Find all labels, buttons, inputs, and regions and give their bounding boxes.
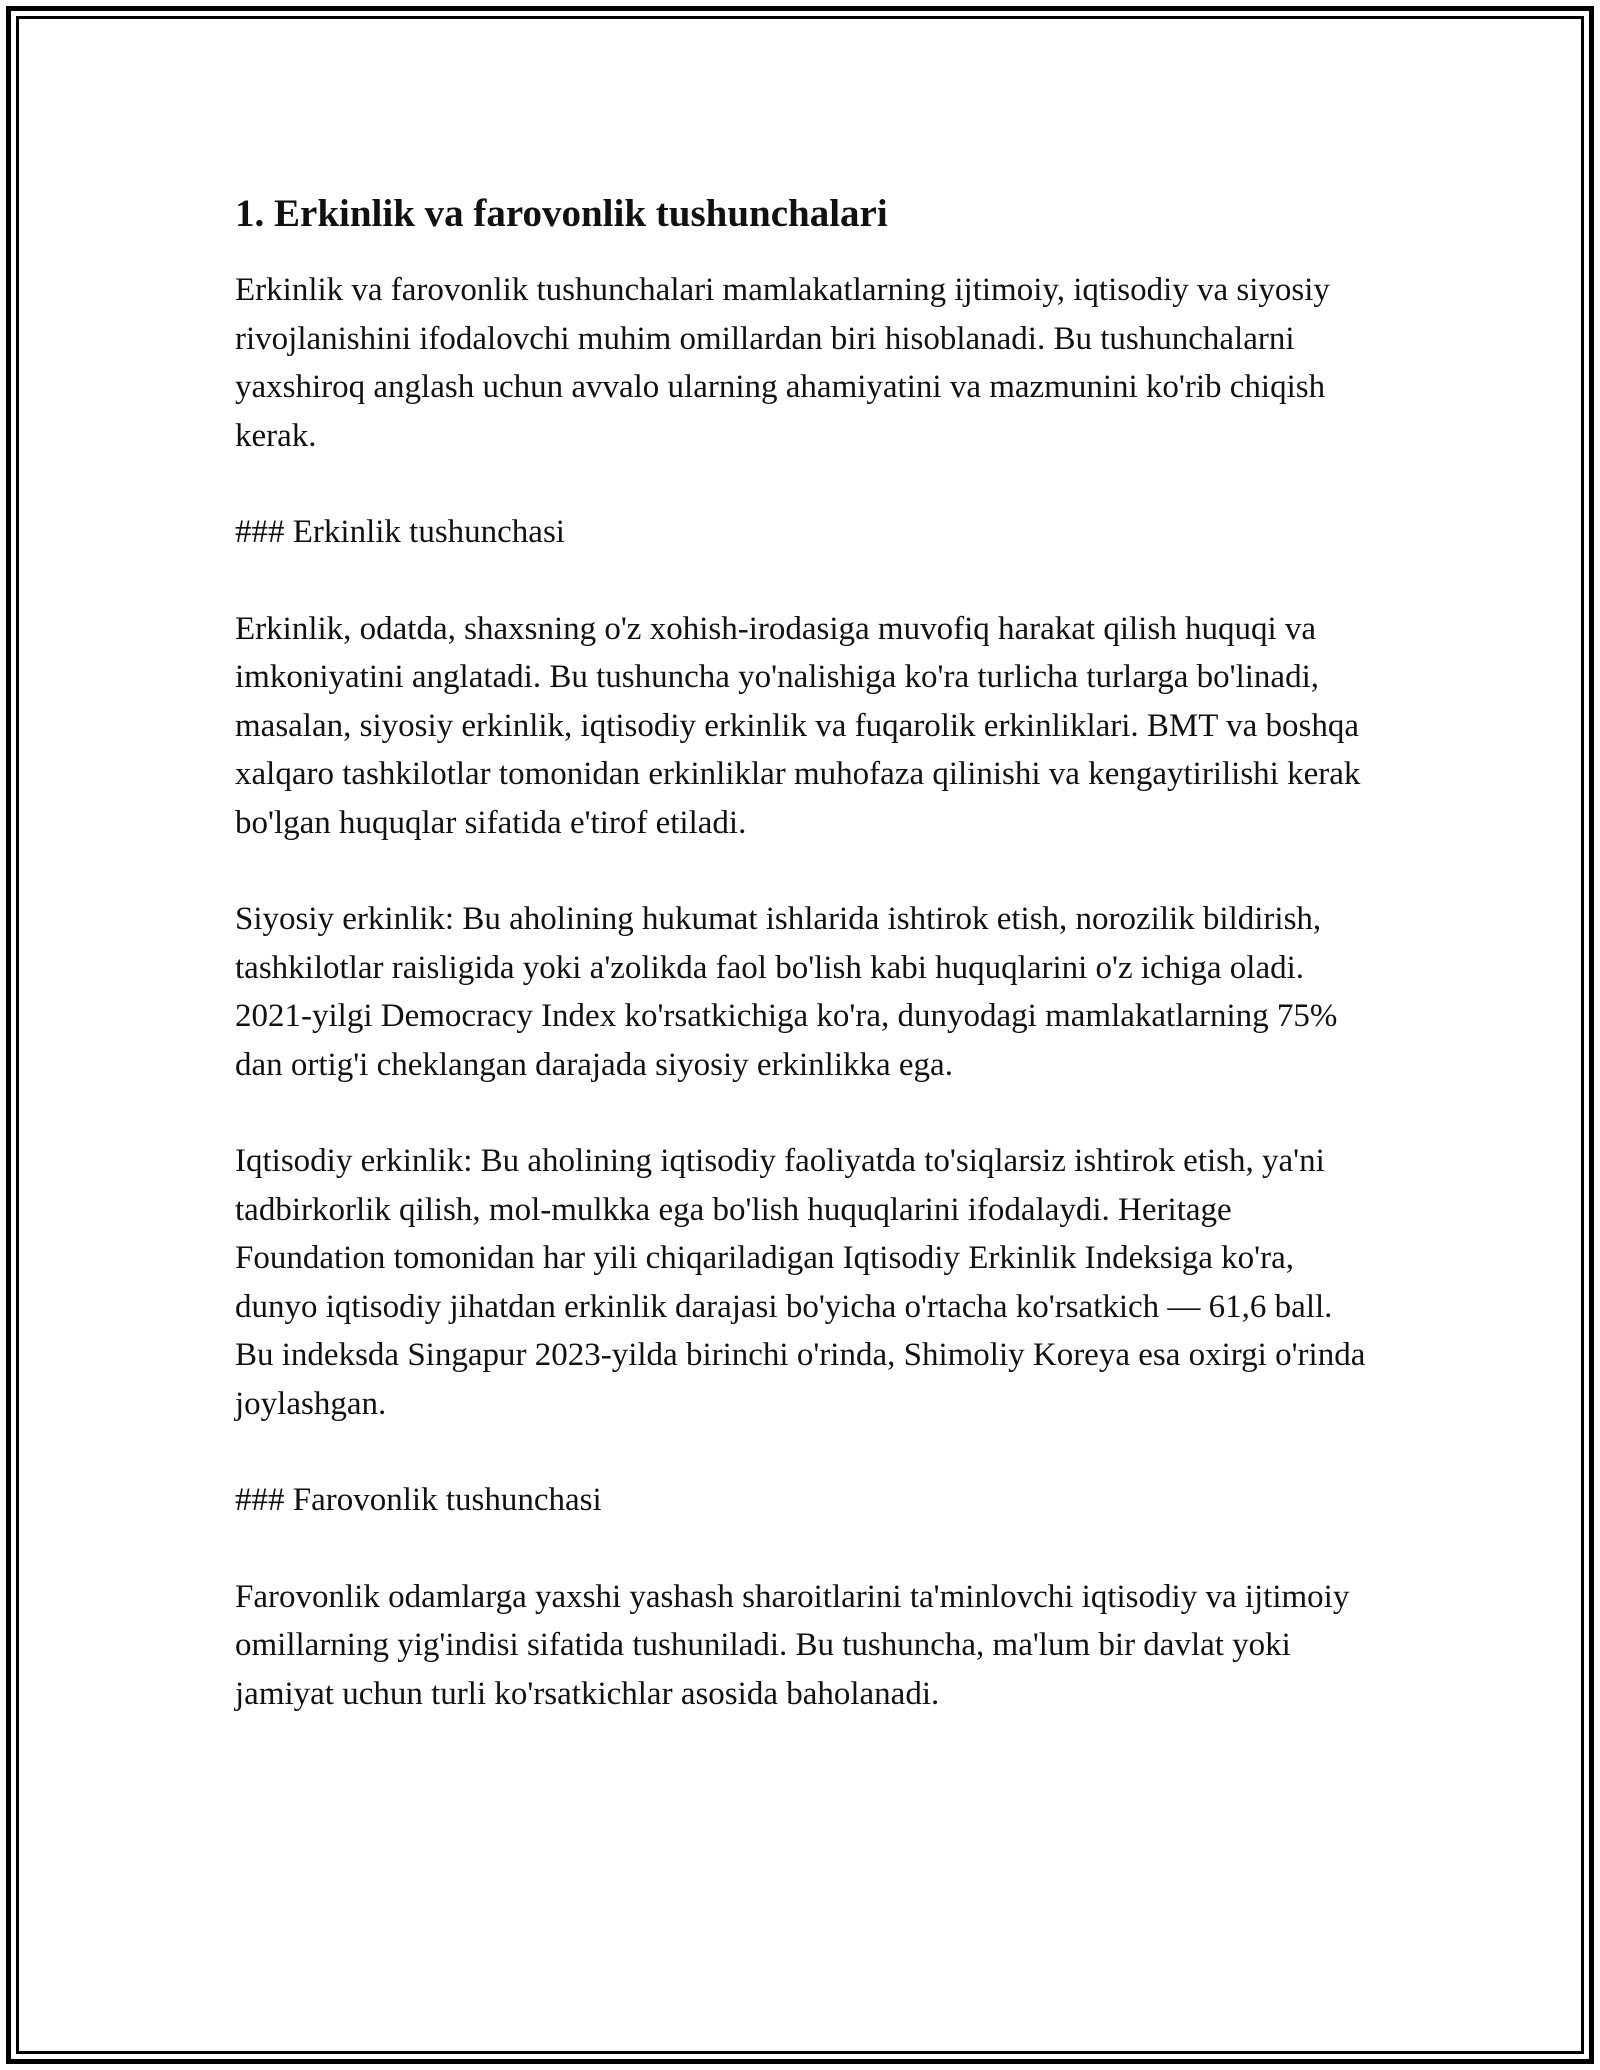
paragraph-farovonlik-definition: Farovonlik odamlarga yaxshi yashash sharoitlarini ta'minlovchi iqtisodiy va ijtimoiy omillarning yig'indisi sifatida tushuniladi. Bu tushuncha, ma'lum bir davlat yoki jamiyat uchun turli ko'rsatkichlar asosida baholanadi. [235,1578,1350,1712]
subheading-farovonlik: ### Farovonlik tushunchasi [235,1482,602,1518]
paragraph-iqtisodiy-erkinlik: Iqtisodiy erkinlik: Bu aholining iqtisodiy faoliyatda to'siqlarsiz ishtirok etish, ya'ni tadbirkorlik qilish, mol-mulkka ega bo'lish huquqlarini ifodalaydi. Heritage Foundation tomonidan har yili chiqariladigan Iqtisodiy Erkinlik Indeksiga ko'ra, dunyo iqtisodiy jihatdan erkinlik darajasi bo'yicha o'rtacha ko'rsatkich — 61,6 ball. Bu indeksda Singapur 2023-yilda birinchi o'rinda, Shimoliy Koreya esa oxirgi o'rinda joylashgan. [235,1143,1366,1422]
paragraph-erkinlik-definition: Erkinlik, odatda, shaxsning o'z xohish-irodasiga muvofiq harakat qilish huquqi va imkoniyatini anglatadi. Bu tushuncha yo'nalishiga ko'ra turlicha turlarga bo'linadi, masalan, siyosiy erkinlik, iqtisodiy erkinlik va fuqarolik erkinliklari. BMT va boshqa xalqaro tashkilotlar tomonidan erkinliklar muhofaza qilinishi va kengaytirilishi kerak bo'lgan huquqlar sifatida e'tirof etiladi. [235,610,1361,841]
paragraph-siyosiy-erkinlik: Siyosiy erkinlik: Bu aholining hukumat ishlarida ishtirok etish, norozilik bildirish, tashkilotlar raisligida yoki a'zolikda faol bo'lish kabi huquqlarini o'z ichiga oladi. 2021-yilgi Democracy Index ko'rsatkichiga ko'ra, dunyodagi mamlakatlarning 75% dan ortig'i cheklangan darajada siyosiy erkinlikka ega. [235,901,1338,1083]
document-body [235,188,1375,1766]
section-title: 1. Erkinlik va farovonlik tushunchalari [235,192,888,235]
paragraph-intro: Erkinlik va farovonlik tushunchalari mamlakatlarning ijtimoiy, iqtisodiy va siyosiy rivojlanishini ifodalovchi muhim omillardan biri hisoblanadi. Bu tushunchalarni yaxshiroq anglash uchun avvalo ularning ahamiyatini va mazmunini ko'rib chiqish kerak. [235,272,1330,454]
subheading-erkinlik: ### Erkinlik tushunchasi [235,514,565,550]
